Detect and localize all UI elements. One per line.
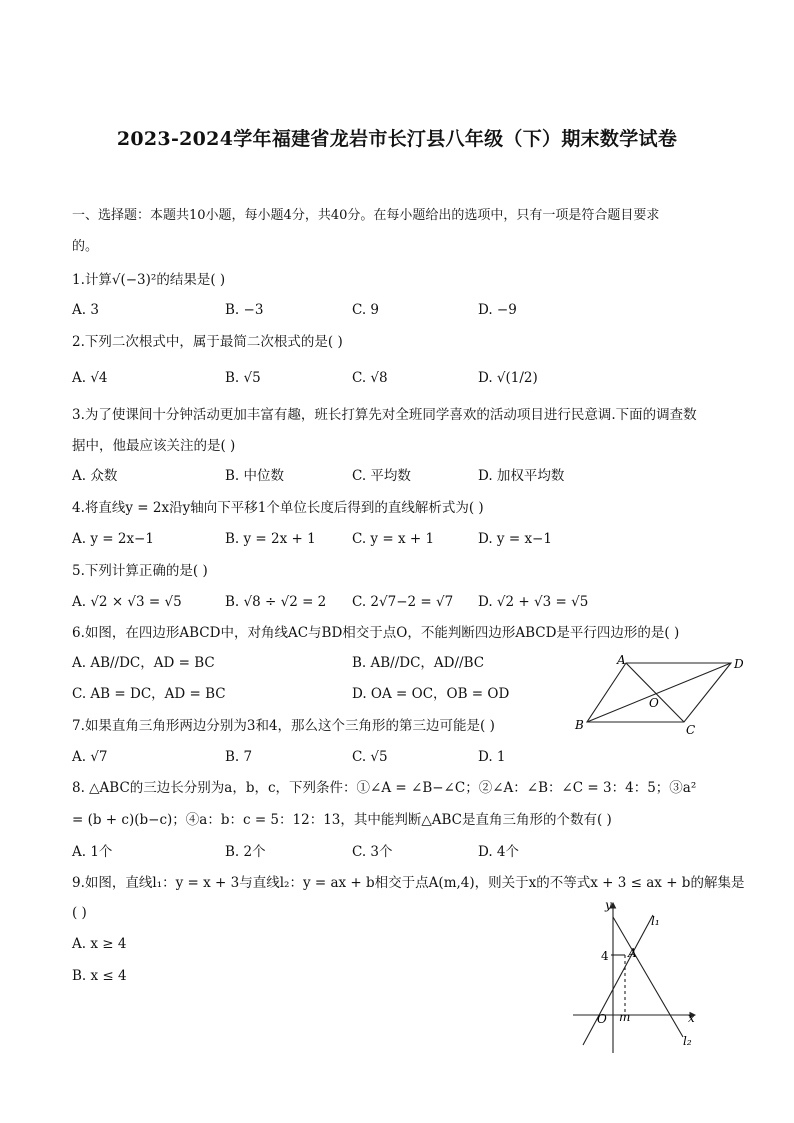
question-8-stem-cont: = (b + c)(b−c)；④a：b：c = 5：12：13，其中能判断△ABC是直角三角形的个数有( )	[72, 812, 612, 828]
q4-option-d: D. y = x−1	[478, 531, 552, 547]
l2-label: l₂	[683, 1034, 692, 1048]
q8-option-d: D. 4个	[478, 844, 520, 860]
label-d: D	[734, 657, 744, 671]
question-7-stem: 7.如果直角三角形两边分别为3和4，那么这个三角形的第三边可能是( )	[72, 718, 495, 734]
axis-x-label: x	[688, 1011, 695, 1025]
question-9-stem-cont: ( )	[72, 905, 87, 921]
q3-option-a: A. 众数	[72, 468, 118, 484]
tick-4-label: 4	[601, 949, 609, 963]
linear-functions-graph	[565, 895, 715, 1060]
page-title: 2023-2024学年福建省龙岩市长汀县八年级（下）期末数学试卷	[116, 128, 678, 150]
q1-option-b: B. −3	[225, 302, 264, 318]
origin-label: O	[597, 1012, 607, 1026]
question-6-stem: 6.如图，在四边形ABCD中，对角线AC与BD相交于点O，不能判断四边形ABCD是平行四边形的是( )	[72, 625, 680, 641]
q3-option-c: C. 平均数	[352, 468, 411, 484]
parallelogram-figure	[570, 650, 750, 740]
q6-option-a: A. AB//DC，AD = BC	[72, 655, 215, 671]
question-9-stem: 9.如图，直线l₁：y = x + 3与直线l₂：y = ax + b相交于点A(m,4)，则关于x的不等式x + 3 ≤ ax + b的解集是	[72, 875, 745, 891]
q2-option-a: A. √4	[72, 370, 108, 386]
q4-option-a: A. y = 2x−1	[72, 531, 154, 547]
q5-option-b: B. √8 ÷ √2 = 2	[225, 594, 327, 610]
section-heading-cont: 的。	[72, 239, 99, 254]
section-heading: 一、选择题：本题共10小题，每小题4分，共40分。在每小题给出的选项中，只有一项是符合题目要求	[72, 208, 660, 223]
point-a-label: A	[628, 946, 637, 960]
q7-option-d: D. 1	[478, 749, 506, 765]
q6-option-c: C. AB = DC，AD = BC	[72, 686, 226, 702]
question-2-stem: 2.下列二次根式中，属于最简二次根式的是( )	[72, 334, 343, 350]
label-b: B	[575, 718, 584, 732]
question-4-stem: 4.将直线y = 2x沿y轴向下平移1个单位长度后得到的直线解析式为( )	[72, 500, 484, 516]
q5-option-d: D. √2 + √3 = √5	[478, 594, 589, 610]
q8-option-b: B. 2个	[225, 844, 266, 860]
q2-option-d: D. √(1/2)	[478, 370, 538, 386]
question-8-stem: 8. △ABC的三边长分别为a，b，c，下列条件：①∠A = ∠B−∠C；②∠A：∠B：∠C = 3：4：5；③a²	[72, 780, 697, 796]
q5-option-a: A. √2 × √3 = √5	[72, 594, 182, 610]
question-3-stem: 3.为了使课间十分钟活动更加丰富有趣，班长打算先对全班同学喜欢的活动项目进行民意调.下面的调查数	[72, 407, 697, 423]
q2-option-b: B. √5	[225, 370, 261, 386]
q9-option-a: A. x ≥ 4	[72, 936, 127, 952]
l1-label: l₁	[651, 914, 660, 928]
tick-m-label: m	[619, 1010, 631, 1024]
q5-option-c: C. 2√7−2 = √7	[352, 594, 454, 610]
q7-option-b: B. 7	[225, 749, 253, 765]
q3-option-b: B. 中位数	[225, 468, 285, 484]
q7-option-a: A. √7	[72, 749, 108, 765]
q8-option-c: C. 3个	[352, 844, 393, 860]
q1-option-a: A. 3	[72, 302, 99, 318]
q8-option-a: A. 1个	[72, 844, 113, 860]
q4-option-c: C. y = x + 1	[352, 531, 435, 547]
question-5-stem: 5.下列计算正确的是( )	[72, 563, 208, 579]
q6-option-b: B. AB//DC，AD//BC	[352, 655, 485, 671]
q7-option-c: C. √5	[352, 749, 388, 765]
q9-option-b: B. x ≤ 4	[72, 968, 127, 984]
question-1-stem: 1.计算√(−3)²的结果是( )	[72, 272, 226, 288]
q4-option-b: B. y = 2x + 1	[225, 531, 316, 547]
label-a: A	[617, 653, 626, 667]
q1-option-c: C. 9	[352, 302, 380, 318]
q2-option-c: C. √8	[352, 370, 388, 386]
question-3-stem-cont: 据中，他最应该关注的是( )	[72, 438, 236, 454]
axis-y-label: y	[605, 898, 612, 912]
label-c: C	[686, 723, 696, 737]
q3-option-d: D. 加权平均数	[478, 468, 565, 484]
q6-option-d: D. OA = OC，OB = OD	[352, 686, 510, 702]
label-o: O	[649, 696, 659, 710]
q1-option-d: D. −9	[478, 302, 517, 318]
